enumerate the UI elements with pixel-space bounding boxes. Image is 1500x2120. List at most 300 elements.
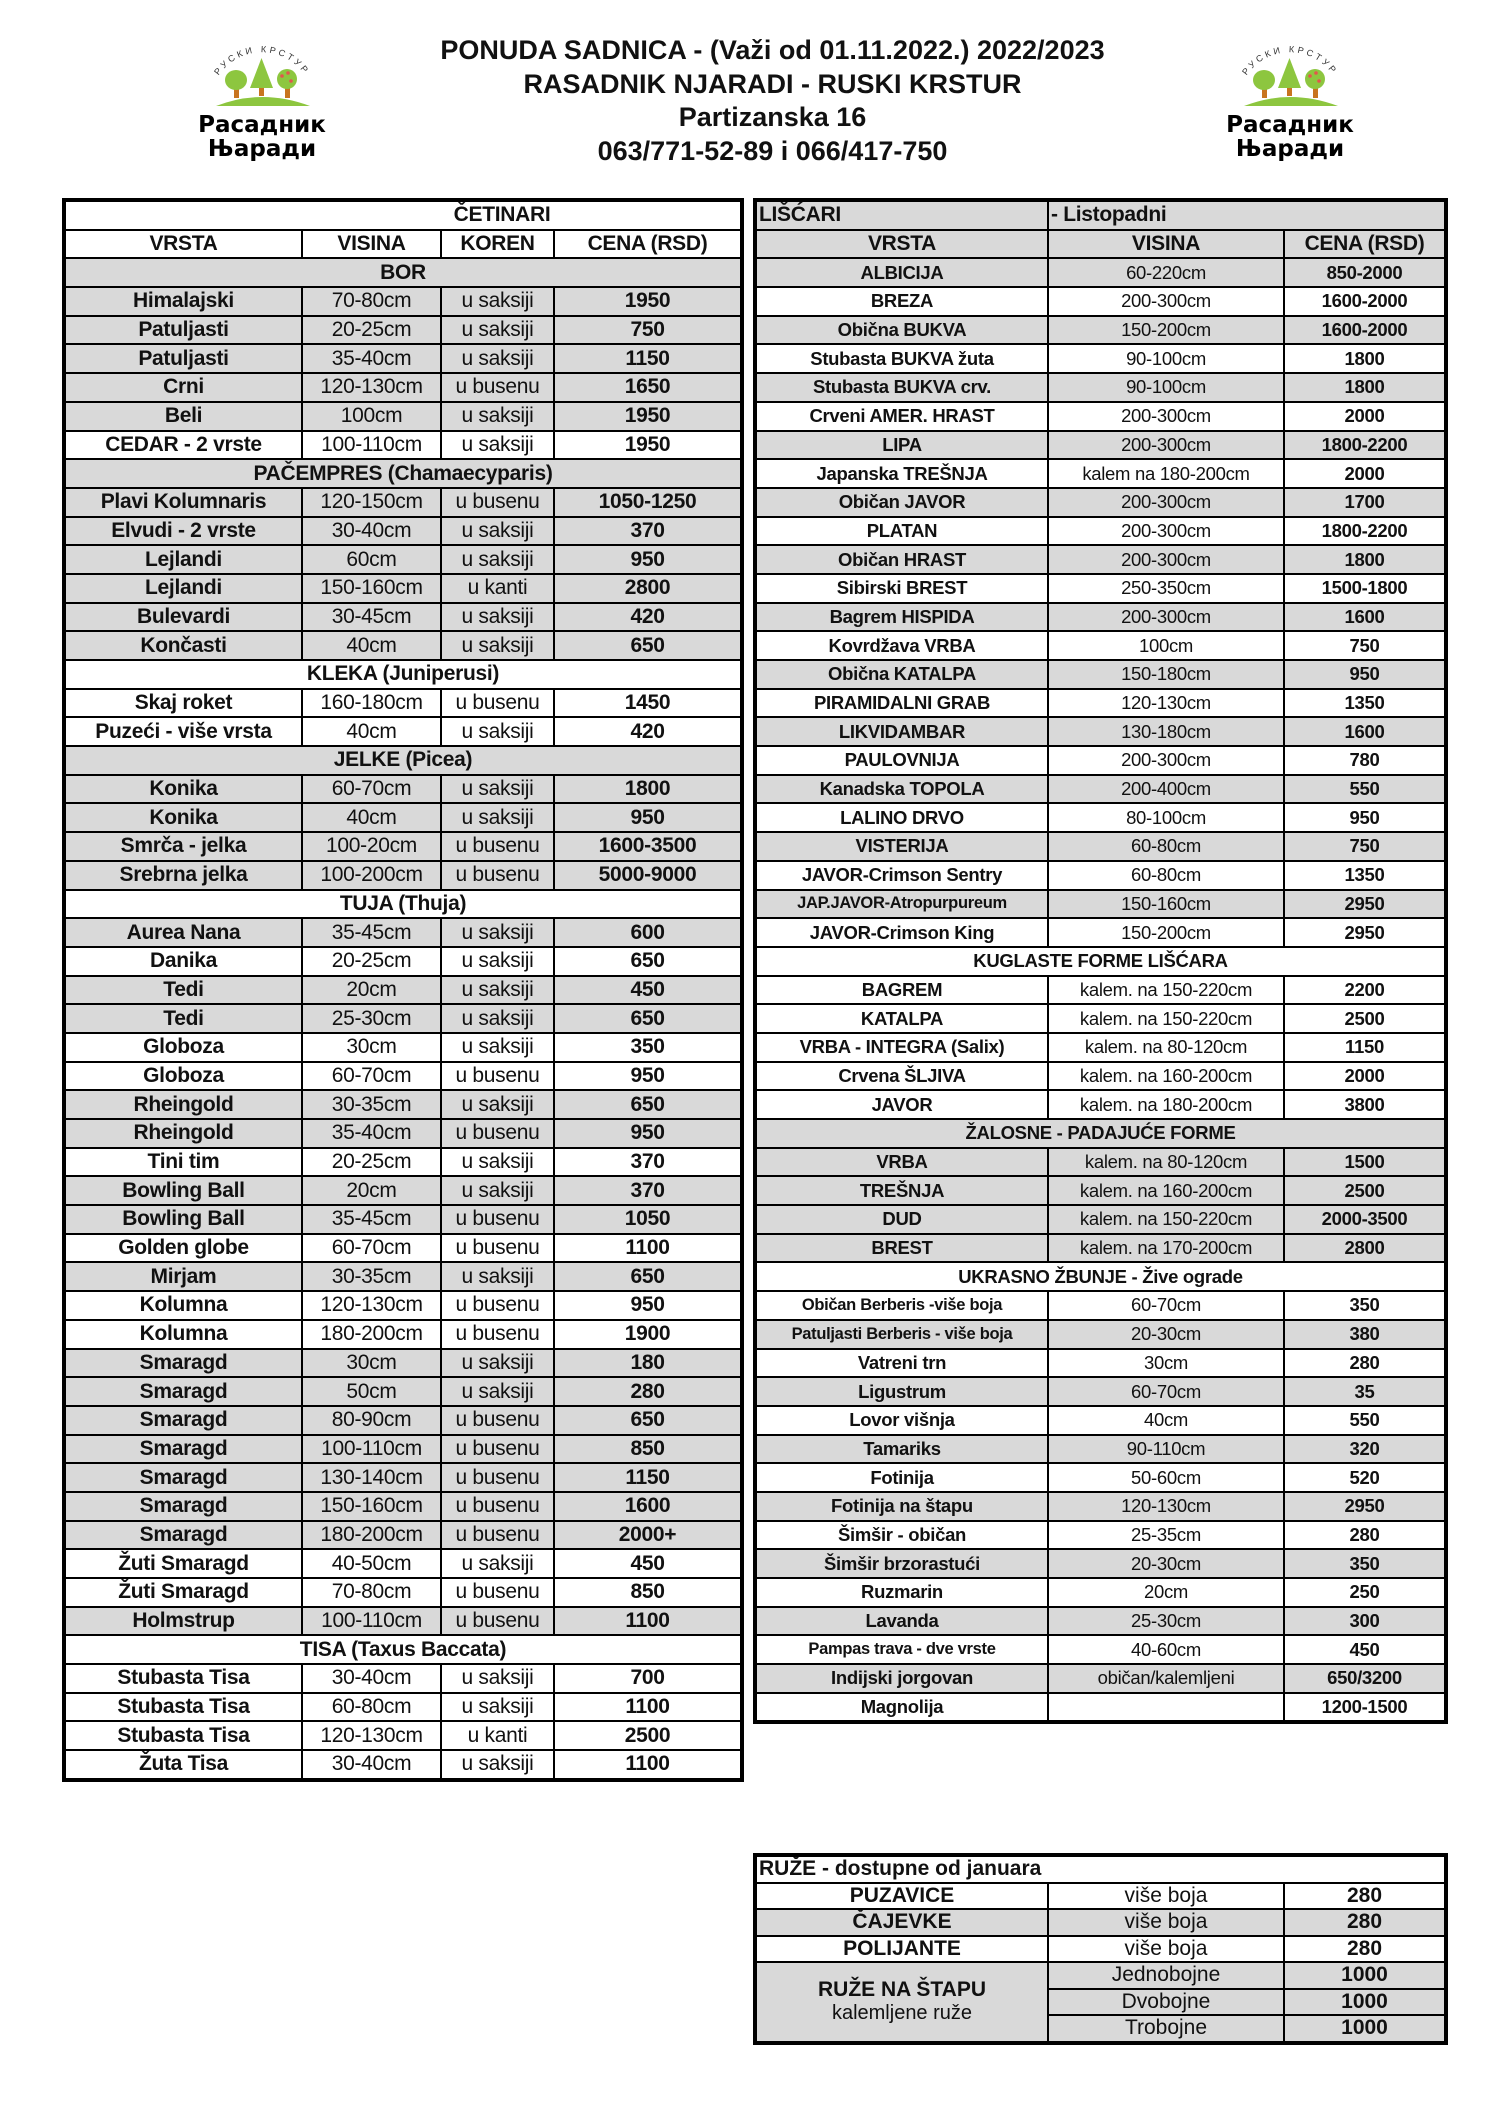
plant-name: Danika xyxy=(64,947,302,976)
plant-root: u saksiji xyxy=(441,517,554,546)
plant-name: JAVOR-Crimson Sentry xyxy=(755,861,1048,890)
plant-height: 150-160cm xyxy=(302,1492,441,1521)
plant-name: Žuti Smaragd xyxy=(64,1578,302,1607)
column-header-visina: VISINA xyxy=(1048,230,1284,259)
rose-price: 1000 xyxy=(1284,1962,1446,1989)
plant-height: 30-35cm xyxy=(302,1090,441,1119)
cetinari-column-headers xyxy=(64,230,742,259)
plant-root: u saksiji xyxy=(441,1148,554,1177)
plant-height: 100-200cm xyxy=(302,861,441,890)
plant-price: 1800 xyxy=(1284,545,1446,574)
plant-root: u saksiji xyxy=(441,1549,554,1578)
plant-root: u saksiji xyxy=(441,631,554,660)
column-header-cena: CENA (RSD) xyxy=(554,230,742,259)
table-row xyxy=(64,603,742,632)
nursery-logo-right xyxy=(1220,28,1360,168)
table-row xyxy=(64,689,742,718)
plant-root: u saksiji xyxy=(441,402,554,431)
plant-root: u busenu xyxy=(441,1234,554,1263)
plant-height: 120-130cm xyxy=(1048,689,1284,718)
table-row xyxy=(755,918,1446,947)
plant-name: Običan HRAST xyxy=(755,545,1048,574)
plant-height: 100-20cm xyxy=(302,832,441,861)
section-header xyxy=(64,459,742,488)
cetinari-title-row xyxy=(64,200,742,230)
table-row xyxy=(64,287,742,316)
section-title: PAČEMPRES (Chamaecyparis) xyxy=(64,459,742,488)
header-company: RASADNIK NJARADI - RUSKI KRSTUR xyxy=(523,68,1022,99)
plant-root: u saksiji xyxy=(441,1262,554,1291)
plant-price: 850 xyxy=(554,1578,742,1607)
plant-name: BAGREM xyxy=(755,976,1048,1005)
plant-root: u busenu xyxy=(441,1406,554,1435)
plant-height: 70-80cm xyxy=(302,1578,441,1607)
plant-name: Bowling Ball xyxy=(64,1205,302,1234)
table-row xyxy=(64,1349,742,1378)
plant-price: 850 xyxy=(554,1435,742,1464)
plant-height: 40cm xyxy=(302,717,441,746)
plant-name: Fotinija na štapu xyxy=(755,1492,1048,1521)
plant-price: 350 xyxy=(1284,1549,1446,1578)
table-row xyxy=(755,631,1446,660)
table-row xyxy=(64,832,742,861)
plant-height: 80-90cm xyxy=(302,1406,441,1435)
section-header xyxy=(64,258,742,287)
logo-line2: Њаради xyxy=(207,136,317,162)
plant-height: 30cm xyxy=(302,1033,441,1062)
plant-price: 1800-2200 xyxy=(1284,517,1446,546)
plant-root: u kanti xyxy=(441,1721,554,1750)
plant-height: 90-100cm xyxy=(1048,344,1284,373)
plant-height: 150-160cm xyxy=(1048,890,1284,919)
plant-price: 420 xyxy=(554,603,742,632)
plant-price: 1050-1250 xyxy=(554,488,742,517)
table-row xyxy=(64,631,742,660)
plant-height: kalem. na 80-120cm xyxy=(1048,1033,1284,1062)
plant-price: 2500 xyxy=(554,1721,742,1750)
plant-name: Beli xyxy=(64,402,302,431)
table-row xyxy=(755,1909,1446,1936)
plant-name: BREST xyxy=(755,1234,1048,1263)
section-title: JELKE (Picea) xyxy=(64,746,742,775)
logo-line1: Расадник xyxy=(198,112,326,138)
table-row xyxy=(64,1377,742,1406)
plant-height: 180-200cm xyxy=(302,1320,441,1349)
plant-root: u saksiji xyxy=(441,1033,554,1062)
plant-price: 450 xyxy=(554,976,742,1005)
plant-root: u saksiji xyxy=(441,717,554,746)
table-row xyxy=(755,1936,1446,1963)
plant-name: Lovor višnja xyxy=(755,1406,1048,1435)
table-row xyxy=(755,689,1446,718)
plant-height: 60-70cm xyxy=(302,1062,441,1091)
table-row xyxy=(755,775,1446,804)
plant-name: Stubasta Tisa xyxy=(64,1664,302,1693)
plant-height: kalem. na 80-120cm xyxy=(1048,1148,1284,1177)
plant-height: 120-130cm xyxy=(302,1721,441,1750)
plant-root: u saksiji xyxy=(441,947,554,976)
plant-name: Globoza xyxy=(64,1033,302,1062)
plant-root: u busenu xyxy=(441,1521,554,1550)
plant-name: Magnolija xyxy=(755,1693,1048,1723)
rose-variety: Trobojne xyxy=(1048,2015,1284,2043)
plant-price: 550 xyxy=(1284,1406,1446,1435)
table-row xyxy=(64,1004,742,1033)
plant-height: 200-300cm xyxy=(1048,402,1284,431)
section-title: KUGLASTE FORME LIŠĆARA xyxy=(755,947,1446,976)
plant-price: 600 xyxy=(554,918,742,947)
table-row xyxy=(755,1062,1446,1091)
plant-name: Smrča - jelka xyxy=(64,832,302,861)
plant-name: Kolumna xyxy=(64,1291,302,1320)
plant-price: 750 xyxy=(1284,631,1446,660)
plant-price: 2000 xyxy=(1284,1062,1446,1091)
table-row xyxy=(755,1406,1446,1435)
plant-height: 60-70cm xyxy=(302,775,441,804)
plant-price: 1800-2200 xyxy=(1284,431,1446,460)
plant-name: Obična BUKVA xyxy=(755,316,1048,345)
ruze-title-row xyxy=(755,1855,1446,1883)
plant-price: 950 xyxy=(554,1062,742,1091)
plant-root: u saksiji xyxy=(441,775,554,804)
logo-line2: Њаради xyxy=(1235,136,1345,162)
plant-price: 1800 xyxy=(1284,373,1446,402)
plant-price: 1350 xyxy=(1284,861,1446,890)
plant-height: kalem na 180-200cm xyxy=(1048,459,1284,488)
plant-root: u saksiji xyxy=(441,1377,554,1406)
table-row xyxy=(755,717,1446,746)
table-row xyxy=(64,1148,742,1177)
table-row xyxy=(64,861,742,890)
plant-price: 450 xyxy=(554,1549,742,1578)
table-row xyxy=(64,1320,742,1349)
plant-name: Srebrna jelka xyxy=(64,861,302,890)
plant-name: PAULOVNIJA xyxy=(755,746,1048,775)
plant-root: u saksiji xyxy=(441,603,554,632)
table-row xyxy=(64,1234,742,1263)
plant-height: 20-30cm xyxy=(1048,1549,1284,1578)
plant-height: 40cm xyxy=(302,803,441,832)
plant-height: 20cm xyxy=(302,1176,441,1205)
plant-name: Fotinija xyxy=(755,1463,1048,1492)
plant-name: Šimšir - običan xyxy=(755,1521,1048,1550)
plant-height: kalem. na 150-220cm xyxy=(1048,1205,1284,1234)
plant-name: Puzeći - više vrsta xyxy=(64,717,302,746)
plant-name: Smaragd xyxy=(64,1463,302,1492)
table-row xyxy=(64,1693,742,1722)
plant-price: 700 xyxy=(554,1664,742,1693)
table-row xyxy=(755,488,1446,517)
plant-height: 100-110cm xyxy=(302,1607,441,1636)
plant-name: Tedi xyxy=(64,1004,302,1033)
plant-name: Tedi xyxy=(64,976,302,1005)
plant-price: 5000-9000 xyxy=(554,861,742,890)
plant-height: 100-110cm xyxy=(302,1435,441,1464)
table-row xyxy=(755,1004,1446,1033)
plant-height: 200-300cm xyxy=(1048,603,1284,632)
header-title: PONUDA SADNICA - (Važi od 01.11.2022.) 2022/2023 xyxy=(440,35,1105,65)
plant-price: 850-2000 xyxy=(1284,258,1446,287)
table-row xyxy=(755,976,1446,1005)
plant-price: 420 xyxy=(554,717,742,746)
plant-height: 150-180cm xyxy=(1048,660,1284,689)
plant-root: u saksiji xyxy=(441,287,554,316)
plant-name: DUD xyxy=(755,1205,1048,1234)
plant-price: 370 xyxy=(554,1148,742,1177)
plant-height: 200-300cm xyxy=(1048,517,1284,546)
table-row xyxy=(64,488,742,517)
plant-name: Golden globe xyxy=(64,1234,302,1263)
plant-price: 35 xyxy=(1284,1377,1446,1406)
table-row xyxy=(755,344,1446,373)
plant-name: Konika xyxy=(64,803,302,832)
plant-price: 750 xyxy=(554,316,742,345)
column-header-visina: VISINA xyxy=(302,230,441,259)
plant-height: 150-200cm xyxy=(1048,316,1284,345)
plant-height: 70-80cm xyxy=(302,287,441,316)
plant-name: Tini tim xyxy=(64,1148,302,1177)
plant-price: 3800 xyxy=(1284,1090,1446,1119)
plant-name: CEDAR - 2 vrste xyxy=(64,431,302,460)
plant-price: 2800 xyxy=(554,574,742,603)
table-row xyxy=(64,402,742,431)
plant-name: Smaragd xyxy=(64,1349,302,1378)
table-row xyxy=(755,1176,1446,1205)
cetinari-title: ČETINARI xyxy=(64,200,742,230)
table-row xyxy=(755,1205,1446,1234)
plant-name: Vatreni trn xyxy=(755,1349,1048,1378)
plant-name: Stubasta Tisa xyxy=(64,1693,302,1722)
liscari-title: LIŠĆARI xyxy=(755,200,1048,230)
plant-price: 750 xyxy=(1284,832,1446,861)
table-row xyxy=(755,574,1446,603)
column-header-vrsta: VRSTA xyxy=(755,230,1048,259)
plant-price: 1600-2000 xyxy=(1284,287,1446,316)
table-row xyxy=(64,1262,742,1291)
plant-price: 1800 xyxy=(554,775,742,804)
table-row xyxy=(64,1521,742,1550)
plant-price: 1350 xyxy=(1284,689,1446,718)
plant-height: kalem. na 150-220cm xyxy=(1048,1004,1284,1033)
plant-name: Kanadska TOPOLA xyxy=(755,775,1048,804)
rose-price: 280 xyxy=(1284,1936,1446,1963)
table-row xyxy=(755,545,1446,574)
plant-name: PLATAN xyxy=(755,517,1048,546)
plant-root: u busenu xyxy=(441,373,554,402)
plant-root: u busenu xyxy=(441,1320,554,1349)
rose-variety: više boja xyxy=(1048,1883,1284,1910)
table-row xyxy=(64,373,742,402)
plant-name: Končasti xyxy=(64,631,302,660)
plant-price: 1450 xyxy=(554,689,742,718)
plant-price: 450 xyxy=(1284,1635,1446,1664)
plant-height: 30-40cm xyxy=(302,1664,441,1693)
plant-price: 780 xyxy=(1284,746,1446,775)
table-row xyxy=(755,1463,1446,1492)
liscari-column-headers xyxy=(755,230,1446,259)
table-row xyxy=(64,1492,742,1521)
plant-name: PIRAMIDALNI GRAB xyxy=(755,689,1048,718)
plant-height: 60-80cm xyxy=(302,1693,441,1722)
table-row xyxy=(755,1635,1446,1664)
document-header xyxy=(380,34,1165,168)
table-row xyxy=(64,1549,742,1578)
plant-price: 1650 xyxy=(554,373,742,402)
plant-root: u saksiji xyxy=(441,1664,554,1693)
plant-root: u saksiji xyxy=(441,431,554,460)
plant-root: u busenu xyxy=(441,488,554,517)
table-row xyxy=(755,1578,1446,1607)
plant-price: 2950 xyxy=(1284,1492,1446,1521)
plant-height: 90-100cm xyxy=(1048,373,1284,402)
table-row xyxy=(64,1664,742,1693)
plant-root: u busenu xyxy=(441,1119,554,1148)
plant-height: 130-180cm xyxy=(1048,717,1284,746)
plant-price: 350 xyxy=(1284,1291,1446,1320)
plant-height: 25-30cm xyxy=(302,1004,441,1033)
table-row xyxy=(755,431,1446,460)
plant-name: Bowling Ball xyxy=(64,1176,302,1205)
plant-price: 650 xyxy=(554,1090,742,1119)
plant-name: JAP.JAVOR-Atropurpureum xyxy=(755,890,1048,919)
plant-height: 40-50cm xyxy=(302,1549,441,1578)
plant-height: 90-110cm xyxy=(1048,1435,1284,1464)
plant-price: 380 xyxy=(1284,1320,1446,1349)
rose-price: 280 xyxy=(1284,1883,1446,1910)
plant-name: Patuljasti xyxy=(64,316,302,345)
table-row xyxy=(755,258,1446,287)
plant-price: 1950 xyxy=(554,402,742,431)
table-row xyxy=(64,947,742,976)
plant-height: 120-130cm xyxy=(302,373,441,402)
plant-price: 280 xyxy=(1284,1349,1446,1378)
table-row xyxy=(64,1119,742,1148)
plant-price: 1100 xyxy=(554,1607,742,1636)
plant-price: 350 xyxy=(554,1033,742,1062)
table-row xyxy=(755,1291,1446,1320)
plant-height: 200-300cm xyxy=(1048,431,1284,460)
plant-height: kalem. na 150-220cm xyxy=(1048,976,1284,1005)
table-row xyxy=(755,1607,1446,1636)
plant-root: u saksiji xyxy=(441,1693,554,1722)
rose-name: ČAJEVKE xyxy=(755,1909,1048,1936)
plant-name: Japanska TREŠNJA xyxy=(755,459,1048,488)
section-header xyxy=(755,947,1446,976)
plant-price: 1600 xyxy=(1284,717,1446,746)
plant-price: 550 xyxy=(1284,775,1446,804)
plant-root: u saksiji xyxy=(441,545,554,574)
table-row xyxy=(64,1607,742,1636)
plant-height: 35-40cm xyxy=(302,1119,441,1148)
plant-price: 2500 xyxy=(1284,1004,1446,1033)
table-row xyxy=(755,803,1446,832)
plant-root: u saksiji xyxy=(441,1004,554,1033)
table-row xyxy=(64,431,742,460)
plant-name: Smaragd xyxy=(64,1492,302,1521)
plant-height: 100cm xyxy=(302,402,441,431)
table-row xyxy=(755,1320,1446,1349)
plant-name: Himalajski xyxy=(64,287,302,316)
liscari-table xyxy=(753,198,1448,1724)
plant-name: Plavi Kolumnaris xyxy=(64,488,302,517)
plant-price: 950 xyxy=(554,803,742,832)
plant-height: 50-60cm xyxy=(1048,1463,1284,1492)
plant-height: 150-160cm xyxy=(302,574,441,603)
liscari-subtitle: - Listopadni xyxy=(1048,200,1446,230)
plant-price: 1600-2000 xyxy=(1284,316,1446,345)
table-row xyxy=(64,574,742,603)
plant-height: 35-40cm xyxy=(302,344,441,373)
plant-height: kalem. na 180-200cm xyxy=(1048,1090,1284,1119)
table-row xyxy=(64,1578,742,1607)
logo-line1: Расадник xyxy=(1226,112,1354,138)
plant-price: 300 xyxy=(1284,1607,1446,1636)
plant-name: Smaragd xyxy=(64,1521,302,1550)
table-row xyxy=(755,459,1446,488)
table-row xyxy=(755,316,1446,345)
plant-price: 1100 xyxy=(554,1750,742,1780)
plant-height: 30cm xyxy=(1048,1349,1284,1378)
plant-height: 20-25cm xyxy=(302,1148,441,1177)
plant-height: 60-80cm xyxy=(1048,861,1284,890)
plant-name: Mirjam xyxy=(64,1262,302,1291)
plant-price: 1700 xyxy=(1284,488,1446,517)
table-row xyxy=(64,1463,742,1492)
table-row xyxy=(64,1062,742,1091)
table-row xyxy=(64,1090,742,1119)
plant-height: 200-400cm xyxy=(1048,775,1284,804)
plant-name: BREZA xyxy=(755,287,1048,316)
plant-height: 150-200cm xyxy=(1048,918,1284,947)
plant-height: 60-70cm xyxy=(302,1234,441,1263)
plant-price: 1600-3500 xyxy=(554,832,742,861)
plant-height: 30cm xyxy=(302,1349,441,1378)
plant-name: Kovrdžava VRBA xyxy=(755,631,1048,660)
plant-root: u saksiji xyxy=(441,1349,554,1378)
plant-height: 50cm xyxy=(302,1377,441,1406)
plant-name: Žuti Smaragd xyxy=(64,1549,302,1578)
plant-height: kalem. na 160-200cm xyxy=(1048,1062,1284,1091)
plant-name: Smaragd xyxy=(64,1377,302,1406)
plant-height: kalem. na 170-200cm xyxy=(1048,1234,1284,1263)
section-title: BOR xyxy=(64,258,742,287)
plant-height: 100-110cm xyxy=(302,431,441,460)
plant-height: 100cm xyxy=(1048,631,1284,660)
table-row xyxy=(755,1377,1446,1406)
plant-name: TREŠNJA xyxy=(755,1176,1048,1205)
table-row xyxy=(64,918,742,947)
plant-name: Holmstrup xyxy=(64,1607,302,1636)
plant-name: LALINO DRVO xyxy=(755,803,1048,832)
section-title: TISA (Taxus Baccata) xyxy=(64,1635,742,1664)
plant-height: 80-100cm xyxy=(1048,803,1284,832)
table-row xyxy=(755,1521,1446,1550)
plant-name: Crni xyxy=(64,373,302,402)
plant-height: 200-300cm xyxy=(1048,488,1284,517)
plant-name: Globoza xyxy=(64,1062,302,1091)
plant-name: LIPA xyxy=(755,431,1048,460)
table-row xyxy=(755,890,1446,919)
plant-name: Patuljasti xyxy=(64,344,302,373)
section-header xyxy=(64,890,742,919)
plant-price: 370 xyxy=(554,1176,742,1205)
plant-height: 30-40cm xyxy=(302,517,441,546)
plant-price: 650 xyxy=(554,631,742,660)
table-row xyxy=(64,517,742,546)
plant-price: 650 xyxy=(554,947,742,976)
rose-variety: više boja xyxy=(1048,1909,1284,1936)
plant-price: 1950 xyxy=(554,431,742,460)
